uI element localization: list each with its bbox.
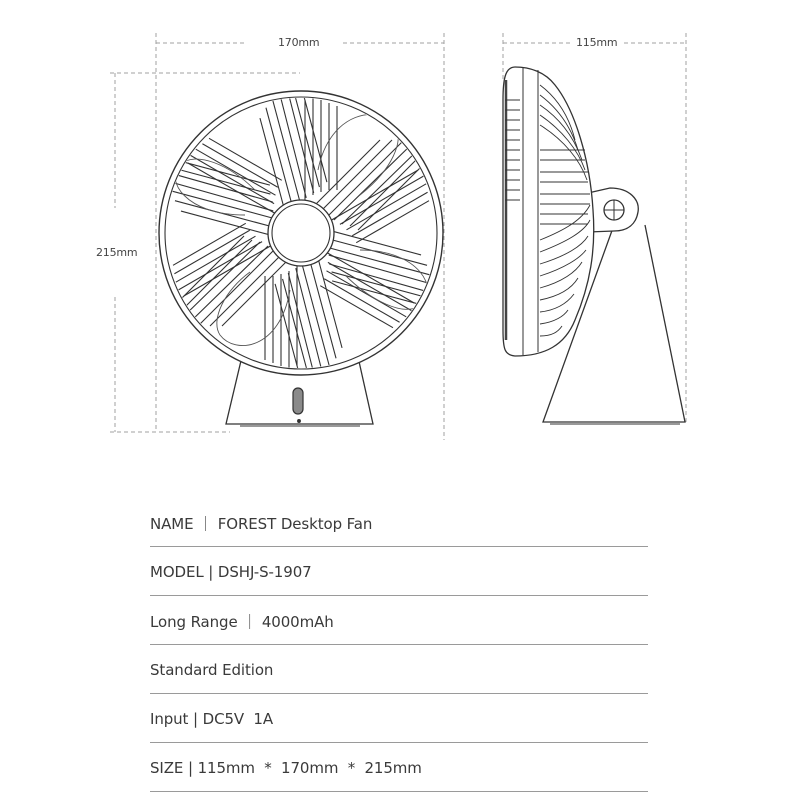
spec-name-text: NAME ｜ FOREST Desktop Fan <box>150 514 373 533</box>
spec-row-battery <box>150 596 648 645</box>
depth-dimension-label: 115mm <box>572 36 621 49</box>
front-view <box>119 52 484 426</box>
spec-battery-text: Long Range ｜ 4000mAh <box>150 612 334 631</box>
power-button <box>293 388 303 414</box>
spec-edition-text: Standard Edition <box>150 661 274 679</box>
spec-input-text: Input | DC5V 1A <box>150 710 273 728</box>
spec-size-text: SIZE | 115mm * 170mm * 215mm <box>150 759 422 777</box>
spec-row-input <box>150 694 648 743</box>
spec-row-model <box>150 547 648 596</box>
side-view <box>503 67 685 424</box>
spec-row-edition <box>150 645 648 694</box>
height-dimension-label: 215mm <box>92 246 141 259</box>
width-dimension-label: 170mm <box>274 36 323 49</box>
spec-list <box>150 498 648 792</box>
spec-row-name <box>150 498 648 547</box>
spec-row-size <box>150 743 648 792</box>
spec-model-text: MODEL | DSHJ-S-1907 <box>150 563 312 581</box>
